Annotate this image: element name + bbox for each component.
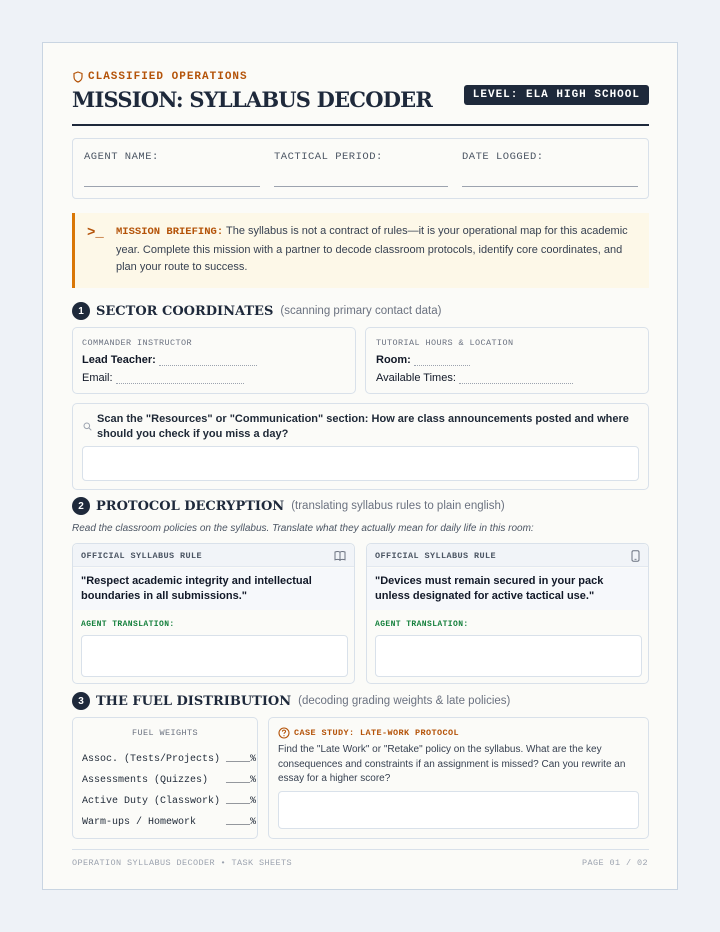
rule-card-integrity [72, 543, 355, 684]
email-line [116, 374, 244, 384]
date-logged-line [462, 186, 638, 187]
footer-left: OPERATION SYLLABUS DECODER • TASK SHEETS [72, 858, 293, 868]
date-logged-field[interactable] [462, 151, 544, 163]
agent-info-box [72, 138, 649, 199]
agent-name-label: AGENT NAME: [84, 151, 159, 163]
commander-card [72, 327, 356, 394]
agent-name-line [84, 186, 260, 187]
rule-quote: "Devices must remain secured in your pack unless designated for active tactical use." [367, 568, 648, 610]
tactical-period-label: TACTICAL PERIOD: [274, 151, 383, 163]
available-times-field[interactable] [376, 372, 573, 384]
section-number: 3 [72, 692, 90, 710]
worksheet-page [42, 42, 678, 890]
fuel-weights-card [72, 717, 258, 839]
briefing-body: The syllabus is not a contract of rules—it is your operational map for this academic year. Complete this mission with a partner to decode classroom protocols, identify core coordinates, and plan your route to success. [116, 225, 628, 273]
case-study-card [268, 717, 649, 839]
commander-label: COMMANDER INSTRUCTOR [82, 338, 193, 348]
lead-teacher-label: Lead Teacher: [82, 354, 156, 366]
agent-translation-label: AGENT TRANSLATION: [375, 620, 469, 629]
section-subtitle: (decoding grading weights & late policies) [298, 695, 511, 707]
rule-card-devices [366, 543, 649, 684]
section-subtitle: (translating syllabus rules to plain english) [291, 500, 505, 512]
section-number: 2 [72, 497, 90, 515]
email-label: Email: [82, 372, 113, 384]
briefing-text [116, 223, 636, 277]
briefing-label: MISSION BRIEFING: [116, 226, 224, 238]
question-circle-icon [278, 727, 290, 739]
section-title: PROTOCOL DECRYPTION [96, 498, 285, 514]
phone-icon [631, 550, 640, 562]
scan-question: Scan the "Resources" or "Communication" section: How are class announcements posted and where should you check if you miss a day? [97, 413, 629, 440]
footer-divider [72, 849, 649, 850]
section-2-header [72, 497, 505, 515]
section-subtitle: (scanning primary contact data) [280, 305, 442, 317]
level-badge: LEVEL: ELA HIGH SCHOOL [464, 85, 649, 105]
search-icon [83, 422, 92, 431]
translation-answer-box[interactable] [81, 635, 348, 677]
agent-translation-label: AGENT TRANSLATION: [81, 620, 175, 629]
page-title: MISSION: SYLLABUS DECODER [72, 87, 432, 112]
section-number: 1 [72, 302, 90, 320]
tactical-period-field[interactable] [274, 151, 383, 163]
room-line [414, 356, 470, 366]
tutorial-card [365, 327, 649, 394]
rule-quote: "Respect academic integrity and intellectual boundaries in all submissions." [73, 568, 354, 610]
lead-teacher-field[interactable] [82, 354, 257, 366]
room-label: Room: [376, 354, 411, 366]
section-title: THE FUEL DISTRIBUTION [96, 693, 292, 709]
available-times-line [459, 374, 573, 384]
tutorial-label: TUTORIAL HOURS & LOCATION [376, 338, 514, 348]
case-study-answer-box[interactable] [278, 791, 639, 829]
fuel-weights-title: FUEL WEIGHTS [131, 728, 198, 738]
title-divider [72, 124, 649, 126]
section-3-header [72, 692, 510, 710]
email-field[interactable] [82, 372, 244, 384]
terminal-icon: >_ [87, 225, 104, 241]
date-logged-label: DATE LOGGED: [462, 151, 544, 163]
protocol-intro: Read the classroom policies on the syllabus. Translate what they actually mean for daily life in this room: [72, 523, 534, 534]
eyebrow-text: CLASSIFIED OPERATIONS [88, 71, 248, 83]
agent-name-field[interactable] [84, 151, 159, 163]
available-times-label: Available Times: [376, 372, 456, 384]
translation-answer-box[interactable] [375, 635, 642, 677]
case-study-label: CASE STUDY: LATE-WORK PROTOCOL [294, 728, 460, 738]
fuel-row-quizzes[interactable]: Assessments (Quizzes) ____% [82, 775, 257, 786]
fuel-row-tests[interactable]: Assoc. (Tests/Projects) ____% [82, 754, 257, 765]
lead-teacher-line [159, 356, 257, 366]
rule-card-header [73, 544, 354, 567]
scan-answer-box[interactable] [82, 446, 639, 481]
rule-card-label: OFFICIAL SYLLABUS RULE [81, 551, 203, 561]
section-title: SECTOR COORDINATES [96, 303, 274, 319]
eyebrow [73, 71, 248, 83]
case-study-text: Find the "Late Work" or "Retake" policy on the syllabus. What are the key consequences and constraints if an assignment is missed? Can you rewrite an essay for a higher score? [278, 744, 626, 784]
case-study-header [278, 727, 459, 739]
fuel-row-classwork[interactable]: Active Duty (Classwork) ____% [82, 796, 257, 807]
rule-card-label: OFFICIAL SYLLABUS RULE [375, 551, 497, 561]
room-field[interactable] [376, 354, 470, 366]
book-icon [334, 550, 346, 561]
scan-question-card [72, 403, 649, 490]
tactical-period-line [274, 186, 448, 187]
page-number: PAGE 01 / 02 [581, 858, 648, 868]
rule-card-header [367, 544, 648, 567]
mission-briefing [72, 213, 649, 288]
shield-icon [73, 71, 83, 83]
section-1-header [72, 302, 441, 320]
fuel-row-homework[interactable]: Warm-ups / Homework ____% [82, 817, 257, 828]
